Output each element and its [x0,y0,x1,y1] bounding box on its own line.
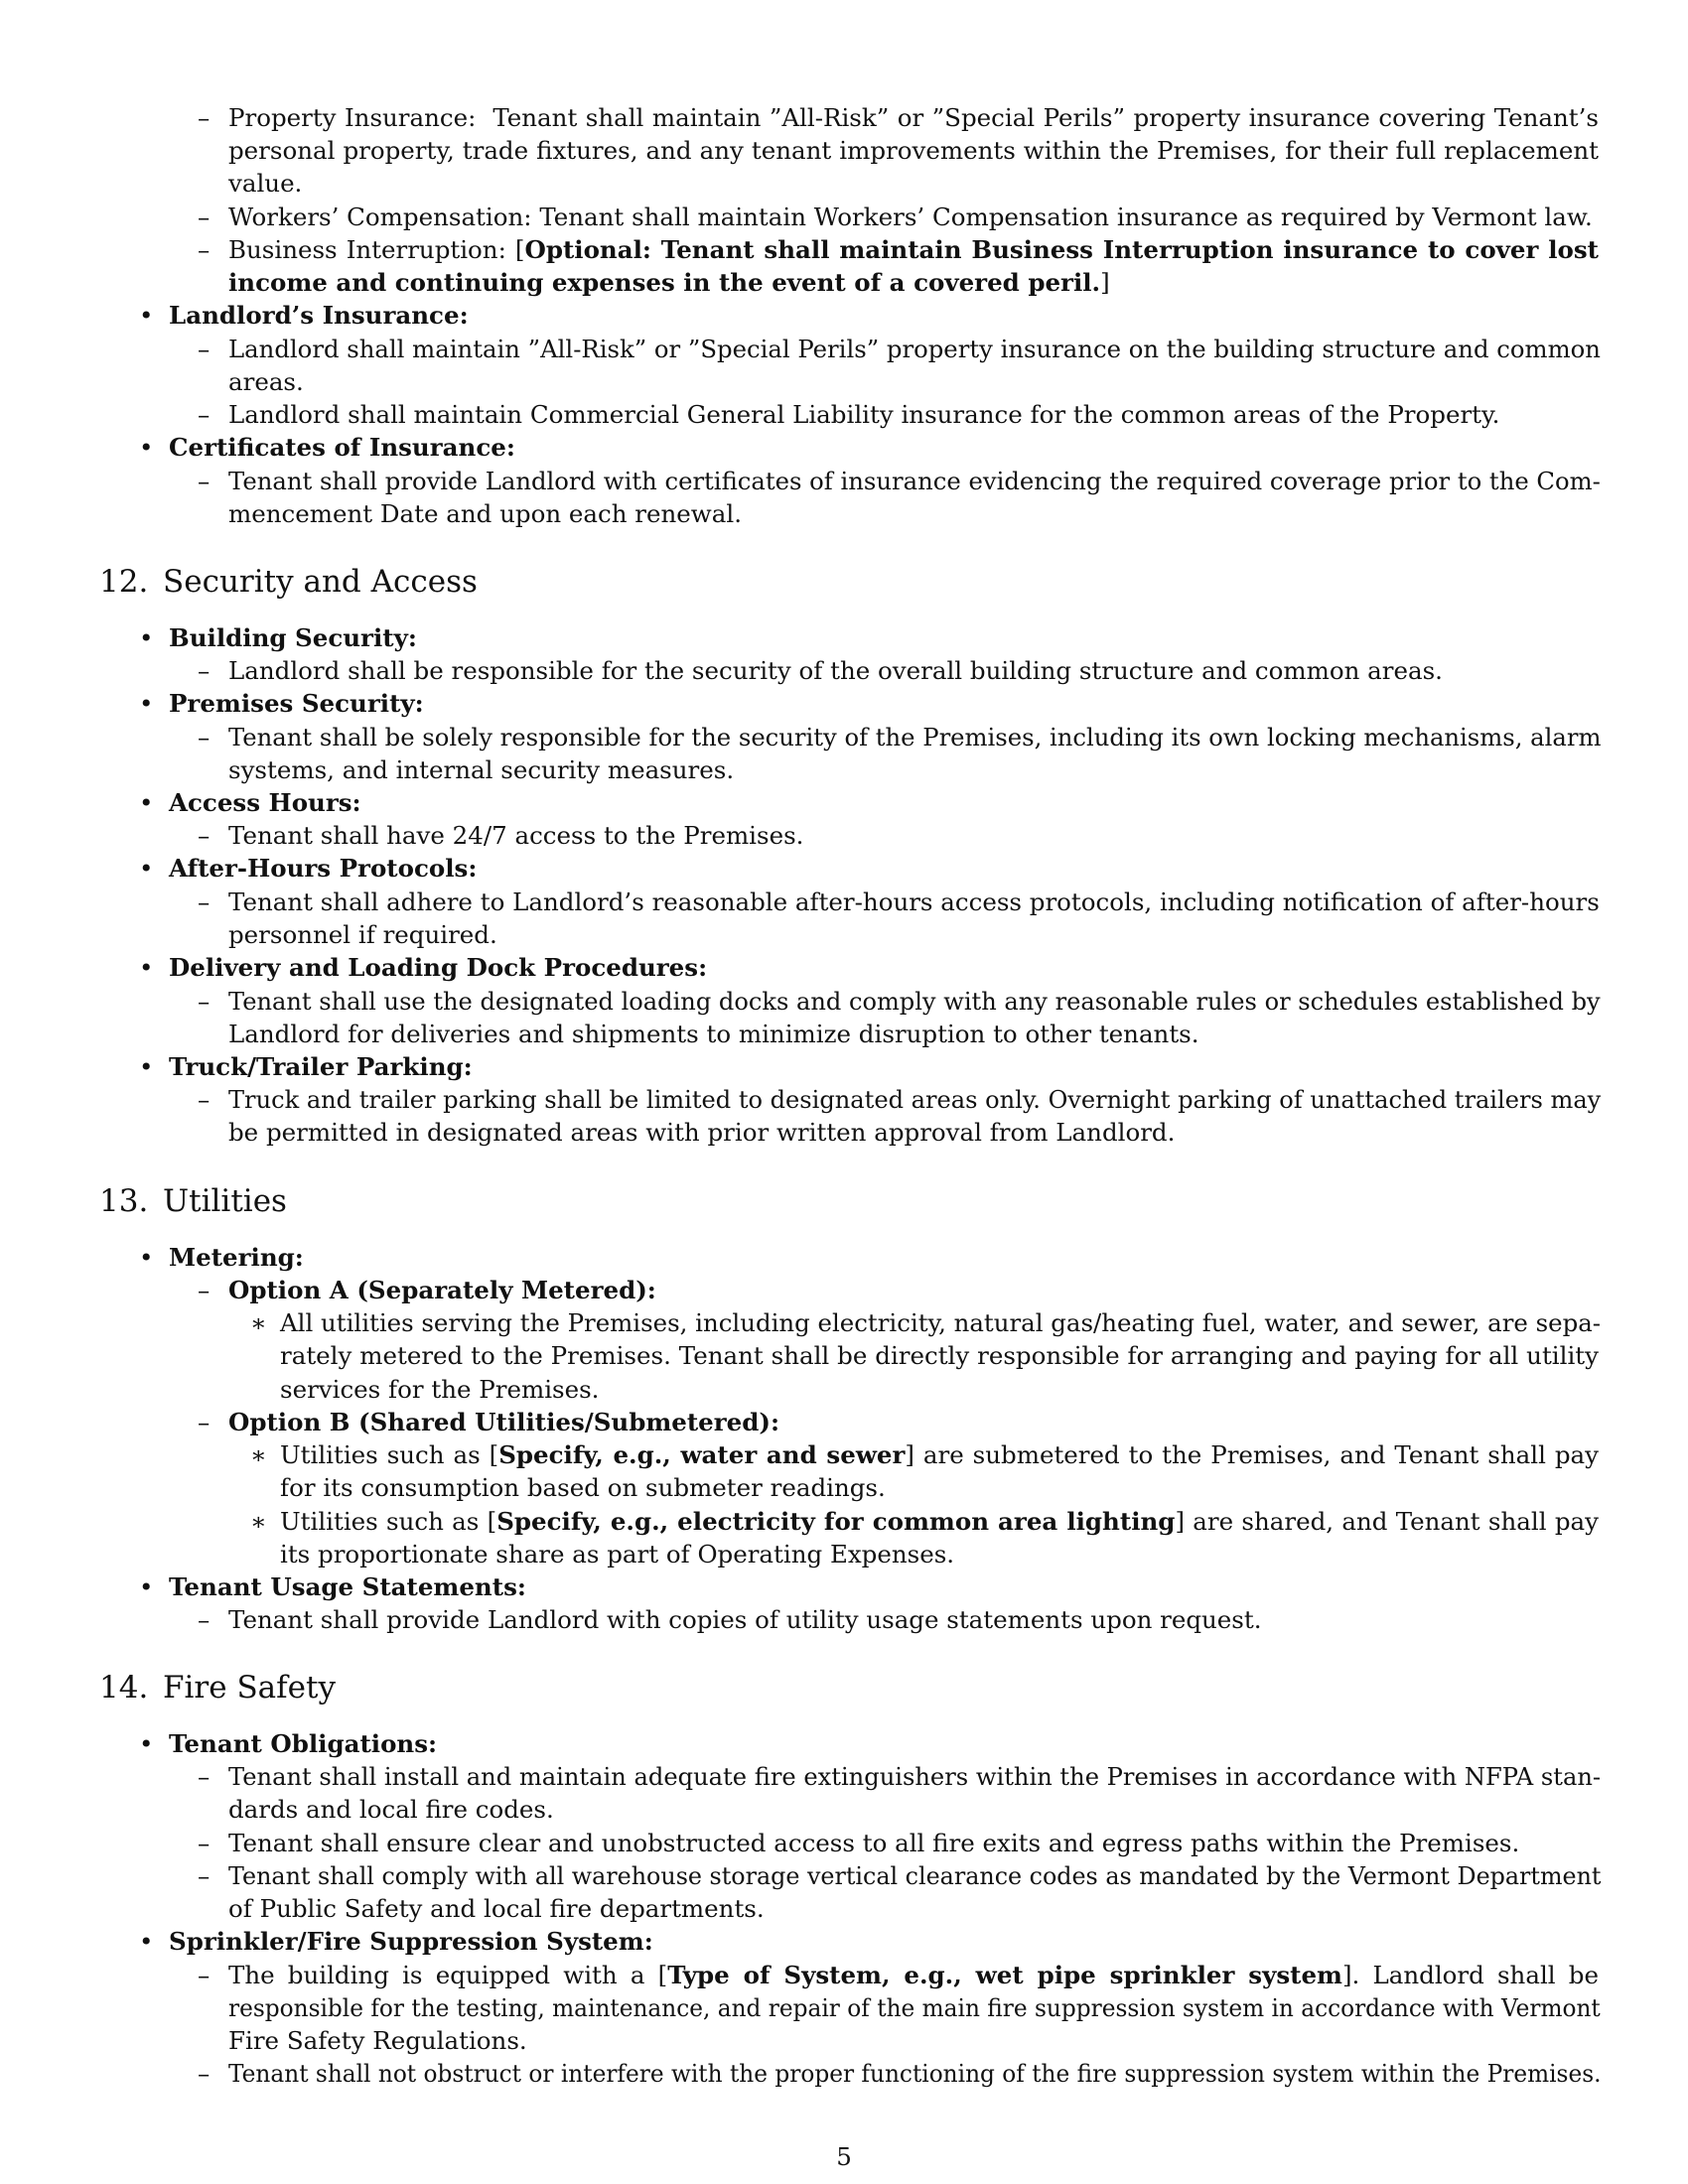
text-line: Utilities such as [Specify, e.g., water and sewer] are submetered to the Premises, and Tenant shall pay [280,1440,1599,1469]
text-line: Tenant shall be solely responsible for the security of the Premises, including its own locking mechanisms, alarm [228,723,1602,751]
bullet-marker: • [139,1572,154,1601]
text-line: Tenant shall install and maintain adequate fire extinguishers within the Premises in accordance with NFPA stan- [228,1762,1602,1791]
text-line: services for the Premises. [280,1375,600,1404]
text-line: Landlord shall maintain ”All-Risk” or ”Special Perils” property insurance on the building structure and common [228,335,1601,363]
star-marker: ∗ [250,1308,267,1337]
item-heading: After-Hours Protocols: [169,854,478,883]
text-line: Tenant shall comply with all warehouse storage vertical clearance codes as mandated by the Vermont Department [228,1861,1602,1890]
dash-marker: – [198,656,211,685]
dash-marker: – [198,887,211,916]
section-heading-14: 14. Fire Safety [99,1670,336,1706]
text-line: personal property, trade fixtures, and any tenant improvements within the Premises, for their full replacement [228,136,1599,165]
bullet-marker: • [139,788,154,817]
text-line: responsible for the testing, maintenance, and repair of the main fire suppression system in accordance with Vermont [228,1993,1601,2022]
item-heading: Tenant Usage Statements: [169,1572,526,1601]
bullet-marker: • [139,623,154,652]
dash-marker: – [198,1408,211,1436]
item-heading: Truck/Trailer Parking: [169,1052,473,1081]
item-heading: Metering: [169,1243,304,1272]
text-line: systems, and internal security measures. [228,755,735,784]
dash-marker: – [198,1829,211,1857]
text-line: Landlord shall maintain Commercial General Liability insurance for the common areas of the Property. [228,400,1500,429]
text-line: mencement Date and upon each renewal. [228,499,742,528]
bullet-marker: • [139,1729,154,1758]
item-heading: Delivery and Loading Dock Procedures: [169,953,708,982]
list-item-property-insurance: Property Insurance: Tenant shall maintain ”All-Risk” or ”Special Perils” property insurance covering Tenant’s [228,103,1600,132]
dash-marker: – [198,235,211,264]
list-item-business-interruption: Business Interruption: [Optional: Tenant shall maintain Business Interruption insurance to cover lost [228,235,1599,264]
item-heading: Tenant Obligations: [169,1729,438,1758]
text-line: Tenant shall ensure clear and unobstructed access to all fire exits and egress paths within the Premises. [228,1829,1520,1857]
dash-marker: – [198,1085,211,1114]
dash-marker: – [198,821,211,850]
dash-marker: – [198,1861,211,1890]
text-line: its proportionate share as part of Operating Expenses. [280,1540,955,1569]
dash-marker: – [198,1762,211,1791]
item-heading: Certificates of Insurance: [169,433,515,462]
text-line: be permitted in designated areas with prior written approval from Landlord. [228,1118,1176,1147]
page-number: 5 [836,2142,852,2171]
dash-marker: – [198,400,211,429]
text-line: Truck and trailer parking shall be limited to designated areas only. Overnight parking of unattached trailers may [228,1085,1602,1114]
item-heading: Landlord’s Insurance: [169,301,469,330]
dash-marker: – [198,1605,211,1634]
dash-marker: – [198,335,211,363]
sub-heading: Option A (Separately Metered): [228,1276,656,1304]
sub-heading: Option B (Shared Utilities/Submetered): [228,1408,780,1436]
dash-marker: – [198,203,211,231]
dash-marker: – [198,467,211,495]
text-line: Tenant shall have 24/7 access to the Premises. [228,821,804,850]
bullet-marker: • [139,1927,154,1956]
text-line: Landlord for deliveries and shipments to minimize disruption to other tenants. [228,1020,1199,1048]
dash-marker: – [198,103,211,132]
text-line: areas. [228,367,304,396]
text-line: Utilities such as [Specify, e.g., electricity for common area lighting] are shared, and Tenant shall pay [280,1507,1599,1536]
text-line: income and continuing expenses in the event of a covered peril.] [228,268,1110,297]
star-marker: ∗ [250,1440,267,1469]
text-line: value. [228,169,303,198]
text-line: Tenant shall not obstruct or interfere with the proper functioning of the fire suppression system within the Premises. [228,2059,1602,2088]
item-heading: Sprinkler/Fire Suppression System: [169,1927,653,1956]
item-heading: Building Security: [169,623,417,652]
item-heading: Access Hours: [169,788,361,817]
dash-marker: – [198,987,211,1016]
text-line: Tenant shall provide Landlord with certificates of insurance evidencing the required coverage prior to the Com- [228,467,1601,495]
text-line: personnel if required. [228,920,497,949]
dash-marker: – [198,2059,211,2088]
star-marker: ∗ [250,1507,267,1536]
text-line: Tenant shall provide Landlord with copies of utility usage statements upon request. [228,1605,1262,1634]
text-line: rately metered to the Premises. Tenant shall be directly responsible for arranging and paying for all utility [280,1341,1599,1370]
bullet-marker: • [139,301,154,330]
text-line: The building is equipped with a [Type of System, e.g., wet pipe sprinkler system]. Landlord shall be [228,1961,1599,1989]
text-line: for its consumption based on submeter readings. [280,1473,886,1502]
section-heading-12: 12. Security and Access [99,564,478,600]
text-line: Fire Safety Regulations. [228,2026,527,2055]
text-line: Tenant shall adhere to Landlord’s reasonable after-hours access protocols, including notification of after-hours [228,887,1600,916]
bullet-marker: • [139,1052,154,1081]
text-line: Tenant shall use the designated loading docks and comply with any reasonable rules or schedules established by [228,987,1601,1016]
bullet-marker: • [139,1243,154,1272]
text-line: All utilities serving the Premises, including electricity, natural gas/heating fuel, water, and sewer, are sepa- [280,1308,1602,1337]
bullet-marker: • [139,953,154,982]
list-item-workers-comp: Workers’ Compensation: Tenant shall maintain Workers’ Compensation insurance as required by Vermont law. [228,203,1593,231]
dash-marker: – [198,1276,211,1304]
item-heading: Premises Security: [169,689,424,718]
bullet-marker: • [139,433,154,462]
section-heading-13: 13. Utilities [99,1183,287,1219]
text-line: Landlord shall be responsible for the security of the overall building structure and common areas. [228,656,1443,685]
text-line: of Public Safety and local fire departments. [228,1894,765,1923]
bullet-marker: • [139,854,154,883]
bullet-marker: • [139,689,154,718]
dash-marker: – [198,1961,211,1989]
dash-marker: – [198,723,211,751]
text-line: dards and local fire codes. [228,1795,554,1824]
